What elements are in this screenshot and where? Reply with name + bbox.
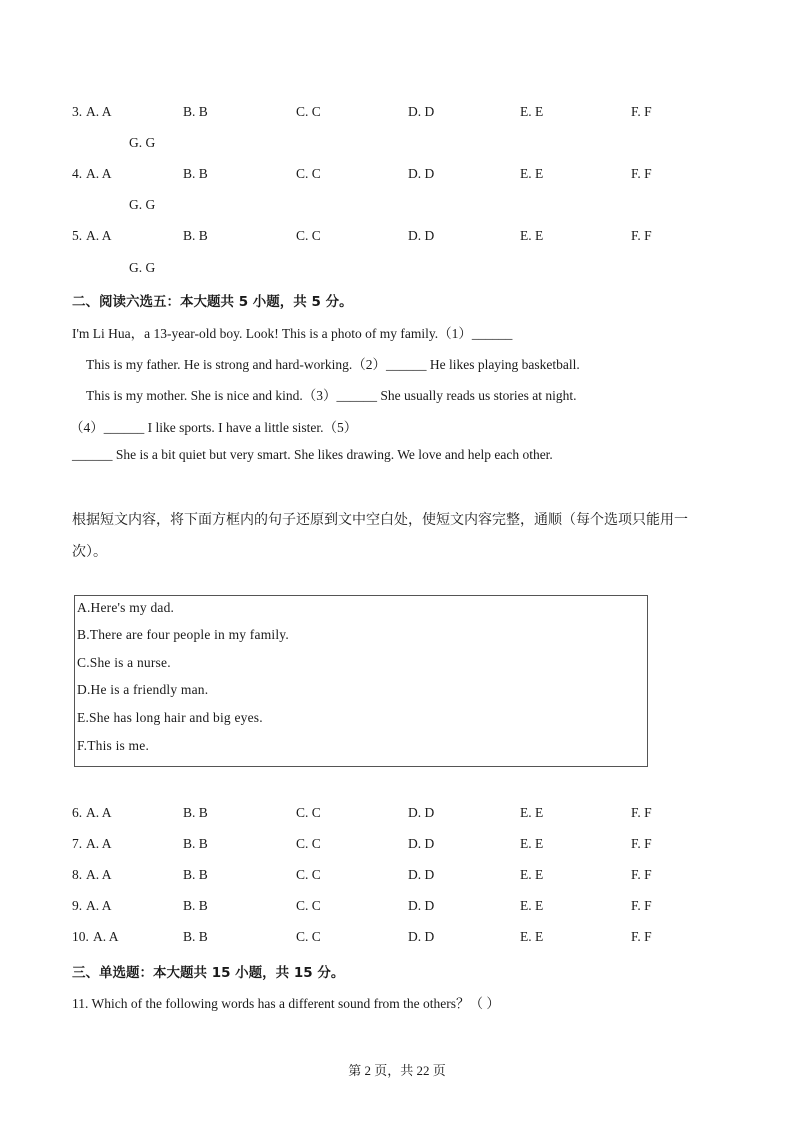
option-a[interactable]: A. A: [86, 166, 112, 181]
passage-line: This is my mother. She is nice and kind.（3）______ She usually reads us stories at night.: [86, 388, 577, 403]
page-footer: 第 2 页，共 22 页: [348, 1063, 446, 1078]
option-e[interactable]: E. E: [520, 898, 544, 913]
option-c[interactable]: C. C: [296, 836, 321, 851]
options-box: [74, 595, 648, 767]
option-e[interactable]: E. E: [520, 805, 544, 820]
option-b[interactable]: B. B: [183, 867, 208, 882]
option-d[interactable]: D. D: [408, 836, 435, 851]
passage-line: （4）______ I like sports. I have a little sister.（5）: [70, 420, 358, 435]
option-b[interactable]: B. B: [183, 166, 208, 181]
option-c[interactable]: C. C: [296, 929, 321, 944]
option-a[interactable]: A. A: [86, 104, 112, 119]
option-c[interactable]: C. C: [296, 898, 321, 913]
box-option-c: C.She is a nurse.: [77, 655, 171, 670]
passage-line: I'm Li Hua，a 13-year-old boy. Look! This is a photo of my family.（1）______: [72, 326, 513, 341]
option-a[interactable]: A. A: [86, 898, 112, 913]
option-e[interactable]: E. E: [520, 166, 544, 181]
question-number: 6.: [72, 805, 83, 820]
option-b[interactable]: B. B: [183, 228, 208, 243]
section-heading: 二、阅读六选五：本大题共 5 小题，共 5 分。: [72, 294, 353, 310]
option-b[interactable]: B. B: [183, 805, 208, 820]
option-d[interactable]: D. D: [408, 805, 435, 820]
box-option-b: B.There are four people in my family.: [77, 627, 289, 642]
option-b[interactable]: B. B: [183, 104, 208, 119]
option-g[interactable]: G. G: [129, 135, 156, 150]
option-f[interactable]: F. F: [631, 104, 652, 119]
option-g[interactable]: G. G: [129, 260, 156, 275]
option-f[interactable]: F. F: [631, 867, 652, 882]
question-number: 5.: [72, 228, 83, 243]
option-f[interactable]: F. F: [631, 228, 652, 243]
option-e[interactable]: E. E: [520, 929, 544, 944]
option-e[interactable]: E. E: [520, 867, 544, 882]
option-a[interactable]: A. A: [86, 867, 112, 882]
instruction-text: 根据短文内容，将下面方框内的句子还原到文中空白处，使短文内容完整，通顺（每个选项只能用一: [72, 512, 688, 528]
option-d[interactable]: D. D: [408, 228, 435, 243]
option-e[interactable]: E. E: [520, 104, 544, 119]
question-11-text: 11. Which of the following words has a different sound from the others？（ ）: [72, 996, 500, 1011]
passage-line: This is my father. He is strong and hard-working.（2）______ He likes playing basketball.: [86, 357, 580, 372]
question-number: 7.: [72, 836, 83, 851]
question-number: 3.: [72, 104, 83, 119]
question-number: 8.: [72, 867, 83, 882]
option-c[interactable]: C. C: [296, 867, 321, 882]
option-f[interactable]: F. F: [631, 166, 652, 181]
option-c[interactable]: C. C: [296, 805, 321, 820]
box-option-e: E.She has long hair and big eyes.: [77, 710, 263, 725]
option-e[interactable]: E. E: [520, 228, 544, 243]
box-option-d: D.He is a friendly man.: [77, 682, 209, 697]
option-f[interactable]: F. F: [631, 929, 652, 944]
option-a[interactable]: A. A: [86, 836, 112, 851]
option-f[interactable]: F. F: [631, 898, 652, 913]
option-b[interactable]: B. B: [183, 898, 208, 913]
section-heading: 三、单选题：本大题共 15 小题，共 15 分。: [72, 965, 345, 981]
question-number: 9.: [72, 898, 83, 913]
question-number: 10.: [72, 929, 89, 944]
option-f[interactable]: F. F: [631, 836, 652, 851]
option-d[interactable]: D. D: [408, 166, 435, 181]
option-a[interactable]: A. A: [86, 805, 112, 820]
option-g[interactable]: G. G: [129, 197, 156, 212]
instruction-text: 次）。: [72, 544, 107, 560]
option-d[interactable]: D. D: [408, 898, 435, 913]
passage-line: ______ She is a bit quiet but very smart. She likes drawing. We love and help each other.: [72, 447, 553, 462]
option-a[interactable]: A. A: [93, 929, 119, 944]
option-e[interactable]: E. E: [520, 836, 544, 851]
option-c[interactable]: C. C: [296, 228, 321, 243]
option-a[interactable]: A. A: [86, 228, 112, 243]
option-f[interactable]: F. F: [631, 805, 652, 820]
option-b[interactable]: B. B: [183, 929, 208, 944]
option-b[interactable]: B. B: [183, 836, 208, 851]
question-number: 4.: [72, 166, 83, 181]
option-d[interactable]: D. D: [408, 104, 435, 119]
box-option-a: A.Here's my dad.: [77, 600, 175, 615]
option-c[interactable]: C. C: [296, 166, 321, 181]
box-option-f: F.This is me.: [77, 738, 150, 753]
option-d[interactable]: D. D: [408, 929, 435, 944]
option-d[interactable]: D. D: [408, 867, 435, 882]
option-c[interactable]: C. C: [296, 104, 321, 119]
